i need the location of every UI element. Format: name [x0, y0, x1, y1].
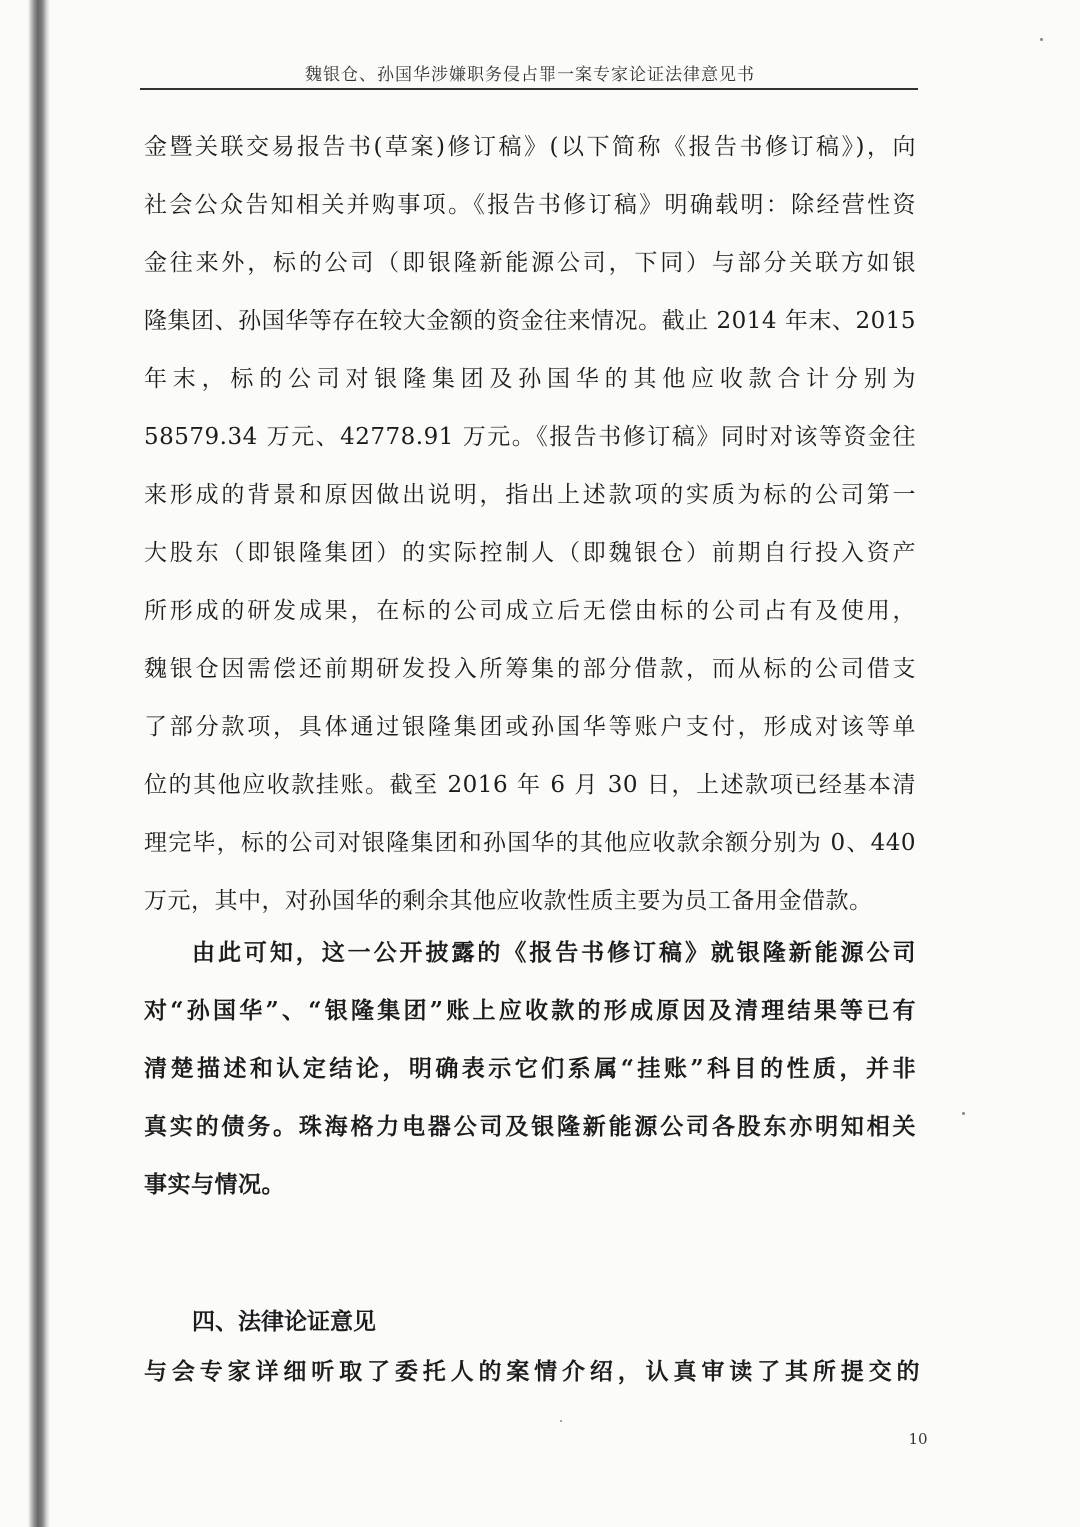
text-line: 所形成的研发成果，在标的公司成立后无偿由标的公司占有及使用， — [144, 598, 916, 624]
text-line: 真实的债务。珠海格力电器公司及银隆新能源公司各股东亦明知相关 — [144, 1113, 916, 1140]
text-line: 58579.34 万元、42778.91 万元。《报告书修订稿》同时对该等资金往 — [144, 424, 916, 450]
running-header: 魏银仓、孙国华涉嫌职务侵占罪一案专家论证法律意见书 — [305, 65, 755, 85]
text-line: 由此可知，这一公开披露的《报告书修订稿》就银隆新能源公司 — [192, 939, 916, 966]
text-line: 金暨关联交易报告书(草案)修订稿》(以下简称《报告书修订稿》)，向 — [144, 134, 916, 160]
text-line: 理完毕，标的公司对银隆集团和孙国华的其他应收款余额分别为 0、440 — [144, 830, 916, 856]
paragraph-3 — [144, 1348, 920, 1396]
text-line: 魏银仓因需偿还前期研发投入所筹集的部分借款，而从标的公司借支 — [144, 656, 916, 682]
text-line: 隆集团、孙国华等存在较大金额的资金往来情况。截止 2014 年末、2015 — [144, 308, 916, 334]
scan-speck — [962, 1112, 965, 1115]
text-line: 社会公众告知相关并购事项。《报告书修订稿》明确载明：除经营性资 — [144, 192, 916, 218]
text-line: 大股东（即银隆集团）的实际控制人（即魏银仓）前期自行投入资产 — [144, 540, 916, 566]
text-line: 对“孙国华”、“银隆集团”账上应收款的形成原因及清理结果等已有 — [144, 997, 916, 1024]
text-line: 位的其他应收款挂账。截至 2016 年 6 月 30 日，上述款项已经基本清 — [144, 772, 916, 798]
text-line: 事实与情况。 — [144, 1171, 285, 1198]
text-line: 金往来外，标的公司（即银隆新能源公司，下同）与部分关联方如银 — [144, 250, 916, 276]
header-rule — [140, 88, 918, 90]
section-heading: 四、法律论证意见 — [192, 1308, 376, 1335]
text-line: 来形成的背景和原因做出说明，指出上述款项的实质为标的公司第一 — [144, 482, 916, 508]
paragraph-2 — [144, 924, 916, 1214]
scan-speck — [560, 1420, 562, 1422]
scan-binding-edge — [28, 0, 50, 1527]
paragraph-1 — [144, 118, 916, 930]
page-number: 10 — [908, 1430, 928, 1448]
text-line: 清楚描述和认定结论，明确表示它们系属“挂账”科目的性质，并非 — [144, 1055, 916, 1082]
text-line: 万元，其中，对孙国华的剩余其他应收款性质主要为员工备用金借款。 — [144, 888, 873, 914]
text-line: 了部分款项，具体通过银隆集团或孙国华等账户支付，形成对该等单 — [144, 714, 916, 740]
text-line: 年末，标的公司对银隆集团及孙国华的其他应收款合计分别为 — [144, 366, 916, 392]
scan-speck — [1040, 38, 1043, 41]
text-line: 与会专家详细听取了委托人的案情介绍，认真审读了其所提交的 — [144, 1358, 920, 1385]
